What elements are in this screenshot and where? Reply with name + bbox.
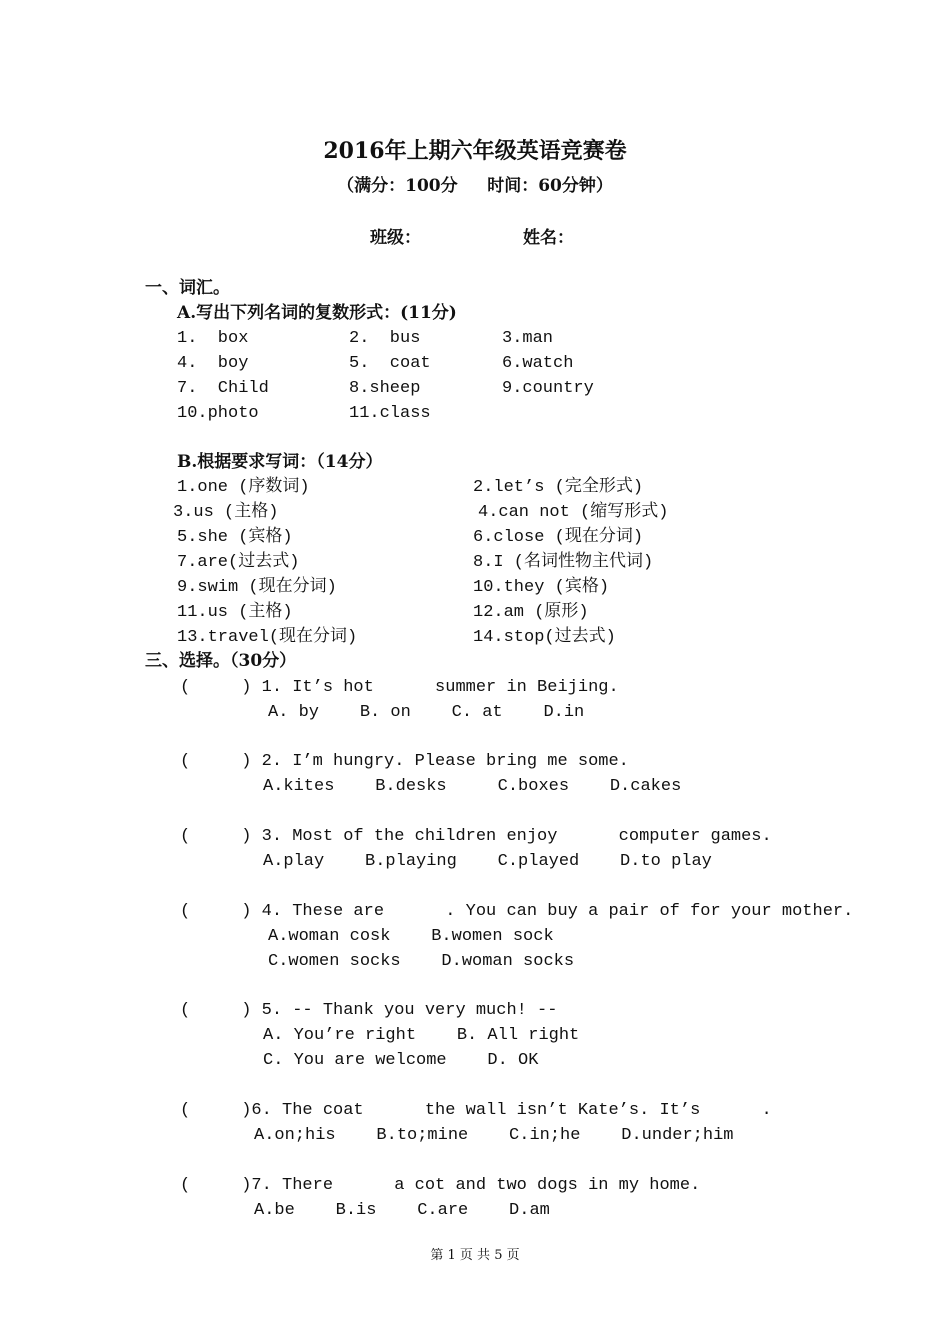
partB-item: 4.can not (缩写形式) <box>478 503 669 522</box>
partA-item: 6.watch <box>502 354 574 373</box>
question-stem: ( )6. The coat the wall isn’t Kate’s. It’s . <box>180 1101 772 1120</box>
question-options: C. You are welcome D. OK <box>263 1051 539 1070</box>
question-options: A.woman cosk B.women sock <box>268 927 554 946</box>
partA-item: 5. coat <box>349 354 431 373</box>
partA-item: 2. bus <box>349 329 421 348</box>
exam-title: 2016年上期六年级英语竞赛卷 <box>323 138 627 164</box>
question-options: A.be B.is C.are D.am <box>254 1201 550 1220</box>
partB-item: 2.let’s (完全形式) <box>473 478 644 497</box>
question-stem: ( ) 3. Most of the children enjoy computer games. <box>180 827 772 846</box>
partB-item: 10.they (宾格) <box>473 578 610 597</box>
partA-heading: A.写出下列名词的复数形式：(11分) <box>177 303 457 323</box>
partB-item: 14.stop(过去式) <box>473 628 616 647</box>
page-footer: 第 1 页 共 5 页 <box>430 1248 520 1263</box>
partA-item: 3.man <box>502 329 554 348</box>
partB-item: 11.us (主格) <box>177 603 293 622</box>
section1-heading: 一、词汇。 <box>145 278 230 298</box>
partA-item: 1. box <box>177 329 249 348</box>
class-label: 班级： <box>370 228 421 248</box>
question-options: A.on;his B.to;mine C.in;he D.under;him <box>254 1126 734 1145</box>
partB-item: 7.are(过去式) <box>177 553 300 572</box>
partA-item: 8.sheep <box>349 379 421 398</box>
question-stem: ( ) 1. It’s hot summer in Beijing. <box>180 678 619 697</box>
partA-item: 11.class <box>349 404 431 423</box>
question-options: A. You’re right B. All right <box>263 1026 580 1045</box>
question-options: C.women socks D.woman socks <box>268 952 575 971</box>
question-stem: ( )7. There a cot and two dogs in my home. <box>180 1176 701 1195</box>
question-options: A.play B.playing C.played D.to play <box>263 852 712 871</box>
partB-item: 12.am (原形) <box>473 603 589 622</box>
partB-item: 6.close (现在分词) <box>473 528 644 547</box>
partA-item: 4. boy <box>177 354 249 373</box>
partB-item: 13.travel(现在分词) <box>177 628 358 647</box>
question-stem: ( ) 2. I’m hungry. Please bring me some. <box>180 752 629 771</box>
partA-item: 10.photo <box>177 404 259 423</box>
partB-item: 3.us (主格) <box>173 503 279 522</box>
partB-item: 5.she (宾格) <box>177 528 293 547</box>
partA-item: 7. Child <box>177 379 269 398</box>
exam-subtitle: （满分：100分 时间：60分钟） <box>337 176 613 196</box>
question-stem: ( ) 5. -- Thank you very much! -- <box>180 1001 558 1020</box>
partB-heading: B.根据要求写词：（14分） <box>177 452 383 472</box>
section3-heading: 三、选择。（30分） <box>145 651 297 671</box>
partB-item: 9.swim (现在分词) <box>177 578 337 597</box>
question-stem: ( ) 4. These are . You can buy a pair of for your mother. <box>180 902 854 921</box>
question-options: A.kites B.desks C.boxes D.cakes <box>263 777 682 796</box>
question-options: A. by B. on C. at D.in <box>268 703 585 722</box>
partA-item: 9.country <box>502 379 594 398</box>
partB-item: 1.one (序数词) <box>177 478 310 497</box>
partB-item: 8.I (名词性物主代词) <box>473 553 654 572</box>
name-label: 姓名： <box>523 228 574 248</box>
